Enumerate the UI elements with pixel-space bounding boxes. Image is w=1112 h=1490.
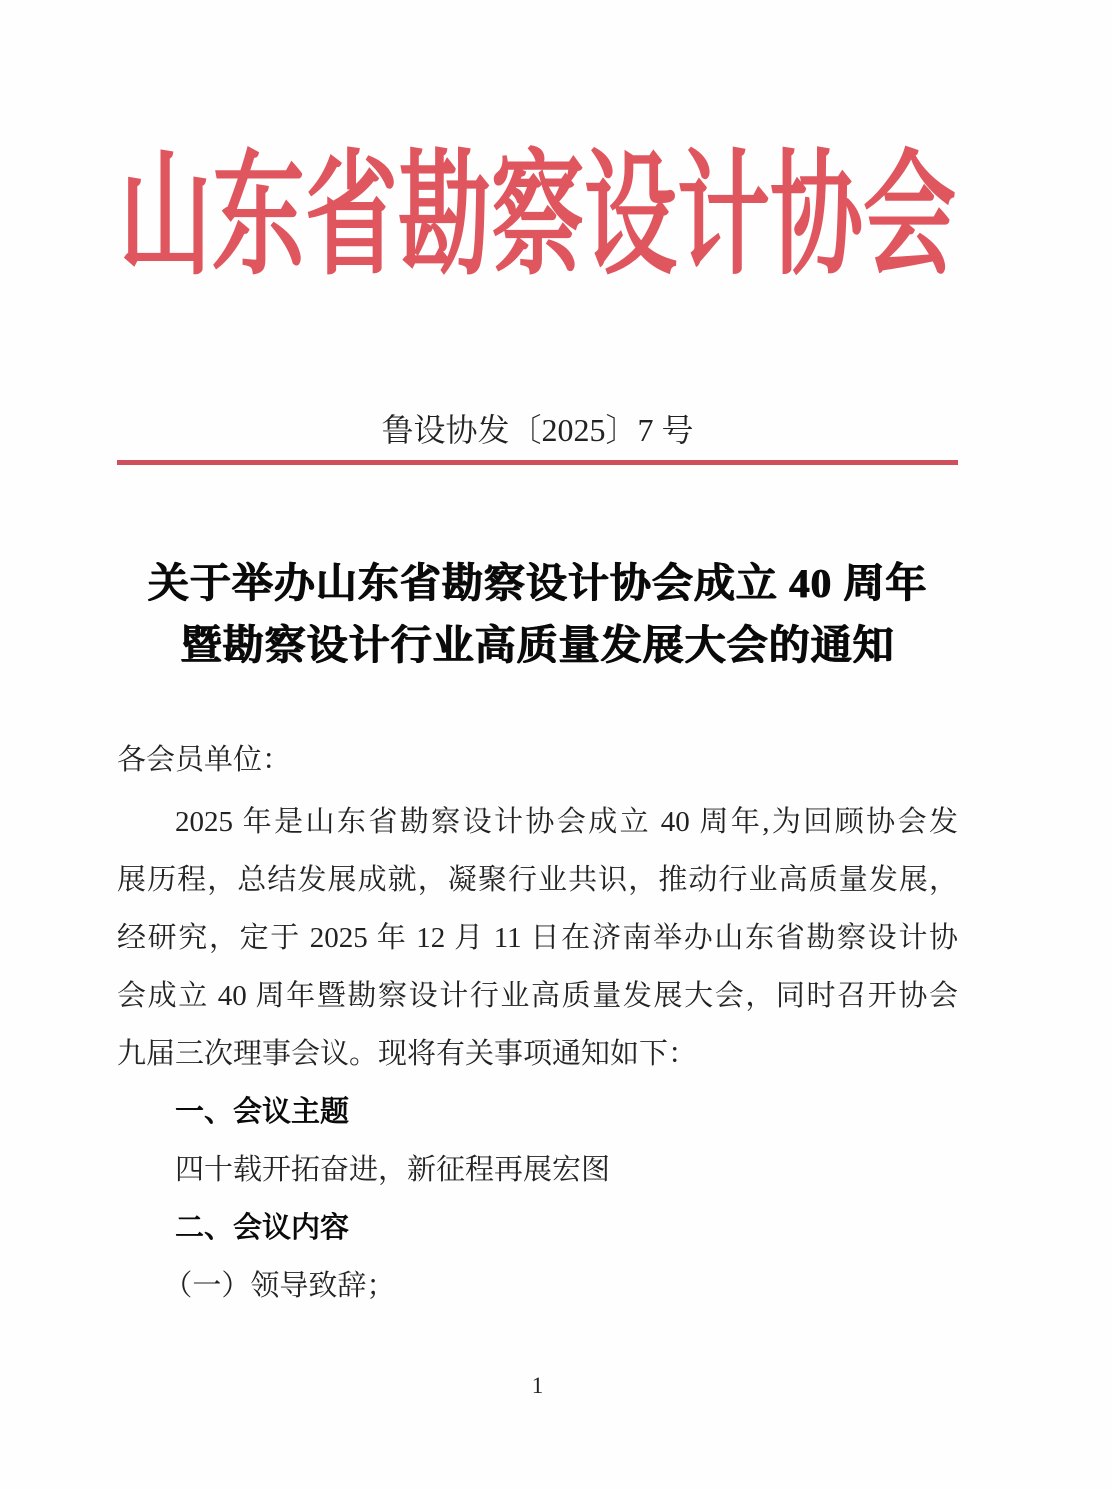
letterhead-divider-rule xyxy=(117,460,958,465)
salutation: 各会员单位： xyxy=(117,744,292,776)
section-content-1: 四十载开拓奋进，新征程再展宏图 xyxy=(175,1154,611,1186)
section-content-2: （一）领导致辞； xyxy=(163,1270,396,1302)
page-number: 1 xyxy=(531,1373,544,1398)
document-content xyxy=(117,0,958,1490)
document-title-line1: 关于举办山东省勘察设计协会成立 40 周年 xyxy=(147,560,928,606)
section-heading-2: 二、会议内容 xyxy=(175,1212,350,1244)
document-body xyxy=(117,731,958,1315)
document-title xyxy=(117,552,958,676)
letterhead-org-name: 山东省勘察设计协会 xyxy=(119,142,956,293)
paragraph-line: 展历程，总结发展成就，凝聚行业共识，推动行业高质量发展， xyxy=(117,864,958,896)
section-heading-1: 一、会议主题 xyxy=(175,1096,350,1128)
document-title-line2: 暨勘察设计行业高质量发展大会的通知 xyxy=(180,622,895,668)
paragraph-line: 2025 年是山东省勘察设计协会成立 40 周年,为回顾协会发 xyxy=(175,806,958,838)
paragraph-line: 会成立 40 周年暨勘察设计行业高质量发展大会，同时召开协会 xyxy=(117,980,958,1012)
paragraph-line: 经研究，定于 2025 年 12 月 11 日在济南举办山东省勘察设计协 xyxy=(117,922,958,954)
paragraph-line: 九届三次理事会议。现将有关事项通知如下： xyxy=(117,1038,698,1070)
doc-reference-number: 鲁设协发〔2025〕7 号 xyxy=(381,412,694,448)
